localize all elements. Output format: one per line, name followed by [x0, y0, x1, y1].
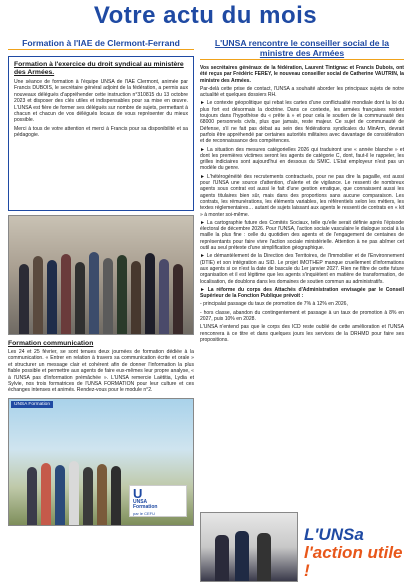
right-paragraph-3: ► Le contexte géopolitique qui rebat les cartes d'une conflictualité mondiale dont la loi du plus fort est désormais la doctrine. Dans ce contexte, les armées françaises restent toujours dans l'hypothèse du « prête à » et pour cela le soutien de la communauté des 68000 personnels civils, plus que jamais, reste majeur. Ce sujet de communauté de Défense, s'il ne fait pas débat au sein des fédérations syndicales du MinArm, devrait parfois être appréhendé par certaines autorités militaires avec davantage de considération et de reconnaissance des compétences.	[200, 100, 404, 145]
slogan-line-1: L'UNSa	[304, 525, 364, 544]
unsa-formation-badge: UNSA Formation	[11, 401, 53, 408]
right-paragraph-7: ► Le démantèlement de la Direction des Territoires, de l'Immobilier et de l'Environnement (DTIE) et son intégration au SID. Le projet IMOTHEP manque cruellement d'informations aux agents si ce n'est la date de bascule du 1er janvier 2027. Rien ne filtre de cette future organisation et il est légitime que les agents s'inquiètent en matière de transformation, de localisation, de doublons dans les domaines de soutien commun au administratifs.	[200, 253, 404, 285]
group-photo-formation	[8, 398, 194, 526]
right-paragraph-10: - hors classe, abandon du contingentement et passage à un taux de promotion à 8% en 2027, puis 10% en 2028.	[200, 309, 404, 322]
bottom-right-area	[200, 512, 404, 582]
box-paragraph-1: Une séance de formation à l'équipe UNSA de l'IAE Clermont, animée par Francis DUBOIS, le secrétaire général adjoint de la fédération, a permis aux nouveaux délégués d'appréhender cette instruction n°310815 du 13 octobre 2023 et disposer des clés utiles et indispensables pour sa mise en œuvre. L'UNSA est fière de former ses délégués sur nombre de sujets, permettant à chacun et chacun de vos délégués locaux de vous représenter du mieux possible.	[14, 79, 188, 124]
logo-line-3: par le CEFU	[133, 510, 156, 516]
box-title: Formation à l'exercice du droit syndical au ministère des Armées.	[14, 61, 184, 76]
right-paragraph-2: Par-delà cette prise de contact, l'UNSA a souhaité aborder les principaux sujets de notre actualité et quelques dossiers RH.	[200, 85, 404, 99]
group-photo-training	[8, 215, 194, 335]
logo-line-2: Formation	[133, 504, 158, 511]
right-paragraph-8: ► La réforme du corps des Attachés d'Administration envisagée par le Conseil Supérieur de la Fonction Publique prévoit :	[200, 286, 404, 300]
logo-line-1: UNSA	[133, 498, 148, 505]
communication-heading: Formation communication	[8, 340, 94, 347]
right-paragraph-4: ► La situation des mesures catégorielles 2026 qui traduiront une « année blanche » et dont les premières victimes seront les agents de catégorie C, dont, faut-il le rappeler, les grilles indiciaires sont aujourd'hui en dessous du SMIC. L'Etat employeur n'est pas un modèle du genre.	[200, 146, 404, 172]
right-paragraph-6: ► La cartographie future des Comités Sociaux, telle qu'elle serait définie après l'épisode électoral de décembre 2026. Pour l'UNSA, l'action sociale vasculaire le dialogue social à la maille la plus fine : celle du quotidien des agents et de l'engagement de centaines de représentants pour faire vivre l'action sociale ministérielle. Attention à ne pas abîmer cet outil au seul prétexte d'une simplification géographique.	[200, 219, 404, 252]
slogan-line-2: l'action utile !	[304, 543, 403, 580]
page-title: Votre actu du mois	[93, 2, 318, 29]
left-column	[8, 38, 194, 526]
communication-paragraph: Les 24 et 25 février, se sont tenues deux journées de formation dédiée à la communication. « Entrer en relation à travers sa communication écrite et orale » et structurer un message clair et cohérent afin de donner l'information la plus fiable possible et permettre aux agents de faire eux-mêmes leur propre analyse, « à l'UNSA pas d'information prémâchée ». L'UNSA remercie Laëtitia, Lydia et Sylvie, nos trois formatrices de l'UNSA FORMATION pour leur culture et ces échanges intenses et animés. Rendez-vous pour le module n°2.	[8, 349, 194, 394]
right-paragraph-9: - principalat passage du taux de promotion de 7% à 12% en 2026,	[200, 301, 348, 308]
unsa-slogan	[304, 526, 404, 580]
box-paragraph-2: Merci à tous de votre attention et merci à Francis pour sa disponibilité et sa pédagogie.	[14, 125, 188, 139]
right-paragraph-5: ► L'hétérogénéité des recrutements contractuels, pour ne pas dire la pagaille, est aussi pour l'UNSA une source d'attention, d'alerte et de vigilance. Le ressenti de nombreux agents sous contrat est aussi le fait d'une gestion erratique, que connaissent aussi les agents titulaires bien sûr, mais dans des proportions sans aucune comparaison. Les contrats, les rémunérations, les éléments variables, les référentiels selon les métiers, les textes réglementaires… autant de sujets laissant aux agents le ressenti de contrats en « kit » à monter soi-même.	[200, 173, 404, 218]
right-column	[200, 38, 404, 345]
unsa-u-icon: U	[133, 485, 143, 501]
unsa-formation-logo	[129, 485, 187, 517]
right-heading: L'UNSA rencontre le conseiller social de la ministre des Armées	[200, 38, 404, 60]
right-paragraph-11: L'UNSA n'entend pas que le corps des ICD reste oublié de cette amélioration et l'UNSA renconrera à ce titre et dans quelques jours les services de la DRHMD pour faire ses propositions.	[200, 324, 404, 343]
left-heading: Formation à l'IAE de Clermont-Ferrand	[8, 38, 194, 50]
syndical-training-box	[8, 56, 194, 211]
right-paragraph-1: Vos secrétaires généraux de la fédération, Laurent Tintignac et Francis Dubois, ont été reçus par Frédéric FEREY, le nouveau conseiller social de Catherine VAUTRIN, la ministre des Armées.	[200, 65, 404, 84]
meeting-photo	[200, 512, 298, 582]
